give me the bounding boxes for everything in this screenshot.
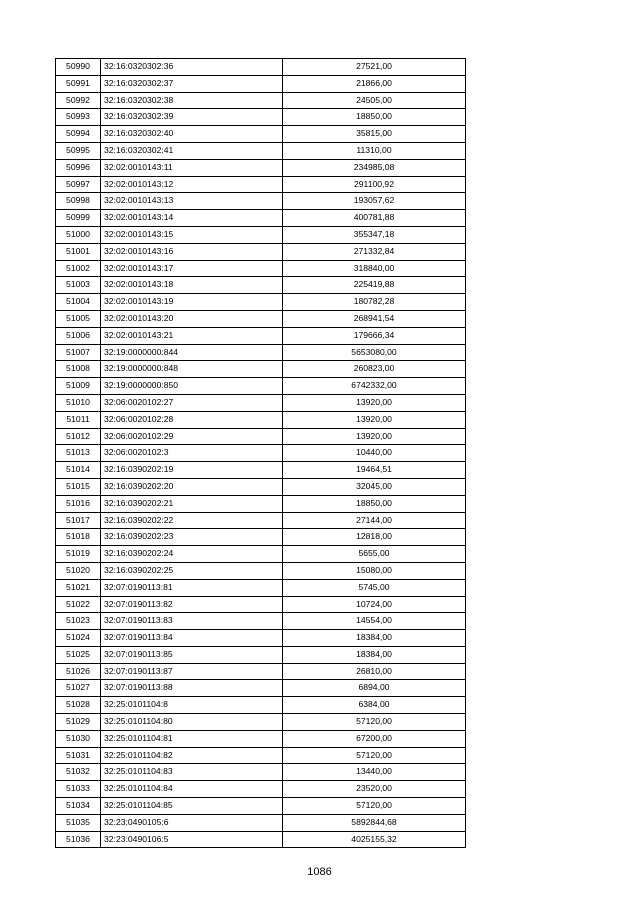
cadastral-number-cell: 32:07:0190113:87	[101, 663, 283, 680]
table-row	[56, 210, 466, 227]
row-number-cell: 51036	[56, 831, 101, 848]
cadastral-number-cell: 32:25:0101104:85	[101, 798, 283, 815]
row-number-cell: 51035	[56, 814, 101, 831]
value-cell: 57120,00	[283, 747, 466, 764]
table-row	[56, 529, 466, 546]
cadastral-number-cell: 32:19:0000000:848	[101, 361, 283, 378]
row-number-cell: 51012	[56, 428, 101, 445]
value-cell: 67200,00	[283, 730, 466, 747]
table-row	[56, 226, 466, 243]
value-cell: 18384,00	[283, 630, 466, 647]
table-row	[56, 714, 466, 731]
cadastral-number-cell: 32:19:0000000:844	[101, 344, 283, 361]
value-cell: 355347,18	[283, 226, 466, 243]
value-cell: 13440,00	[283, 764, 466, 781]
value-cell: 26810,00	[283, 663, 466, 680]
value-cell: 18850,00	[283, 109, 466, 126]
cadastral-number-cell: 32:25:0101104:8	[101, 697, 283, 714]
cadastral-number-cell: 32:23:0490105:6	[101, 814, 283, 831]
table-row	[56, 109, 466, 126]
value-cell: 15080,00	[283, 562, 466, 579]
row-number-cell: 51005	[56, 310, 101, 327]
table-row	[56, 411, 466, 428]
table-row	[56, 680, 466, 697]
value-cell: 400781,88	[283, 210, 466, 227]
table-body	[56, 59, 466, 848]
row-number-cell: 51015	[56, 478, 101, 495]
row-number-cell: 51017	[56, 512, 101, 529]
value-cell: 12818,00	[283, 529, 466, 546]
value-cell: 6742332,00	[283, 378, 466, 395]
row-number-cell: 51022	[56, 596, 101, 613]
cadastral-number-cell: 32:16:0390202:21	[101, 495, 283, 512]
cadastral-number-cell: 32:06:0020102:3	[101, 445, 283, 462]
row-number-cell: 51032	[56, 764, 101, 781]
cadastral-number-cell: 32:16:0390202:23	[101, 529, 283, 546]
value-cell: 6894,00	[283, 680, 466, 697]
cadastral-number-cell: 32:07:0190113:84	[101, 630, 283, 647]
table-row	[56, 663, 466, 680]
row-number-cell: 51033	[56, 781, 101, 798]
value-cell: 5892844,68	[283, 814, 466, 831]
row-number-cell: 50996	[56, 159, 101, 176]
cadastral-number-cell: 32:06:0020102:28	[101, 411, 283, 428]
table-row	[56, 159, 466, 176]
value-cell: 14554,00	[283, 613, 466, 630]
table-row	[56, 310, 466, 327]
cadastral-number-cell: 32:16:0390202:25	[101, 562, 283, 579]
cadastral-number-cell: 32:02:0010143:14	[101, 210, 283, 227]
row-number-cell: 51023	[56, 613, 101, 630]
table-row	[56, 596, 466, 613]
table-row	[56, 126, 466, 143]
cadastral-value-table	[55, 58, 466, 848]
value-cell: 179666,34	[283, 327, 466, 344]
row-number-cell: 51016	[56, 495, 101, 512]
table-row	[56, 579, 466, 596]
table-row	[56, 92, 466, 109]
row-number-cell: 51018	[56, 529, 101, 546]
cadastral-number-cell: 32:02:0010143:17	[101, 260, 283, 277]
row-number-cell: 51002	[56, 260, 101, 277]
table-row	[56, 697, 466, 714]
row-number-cell: 50990	[56, 59, 101, 76]
row-number-cell: 51000	[56, 226, 101, 243]
row-number-cell: 51003	[56, 277, 101, 294]
cadastral-number-cell: 32:25:0101104:81	[101, 730, 283, 747]
cadastral-number-cell: 32:02:0010143:19	[101, 294, 283, 311]
row-number-cell: 51028	[56, 697, 101, 714]
row-number-cell: 51030	[56, 730, 101, 747]
value-cell: 27521,00	[283, 59, 466, 76]
cadastral-number-cell: 32:02:0010143:12	[101, 176, 283, 193]
row-number-cell: 51025	[56, 646, 101, 663]
row-number-cell: 51007	[56, 344, 101, 361]
table-row	[56, 394, 466, 411]
row-number-cell: 51031	[56, 747, 101, 764]
value-cell: 291100,92	[283, 176, 466, 193]
value-cell: 5745,00	[283, 579, 466, 596]
table-row	[56, 798, 466, 815]
row-number-cell: 50991	[56, 75, 101, 92]
table-row	[56, 831, 466, 848]
cadastral-number-cell: 32:07:0190113:81	[101, 579, 283, 596]
row-number-cell: 51013	[56, 445, 101, 462]
table-row	[56, 176, 466, 193]
value-cell: 5653080,00	[283, 344, 466, 361]
row-number-cell: 51004	[56, 294, 101, 311]
value-cell: 268941,54	[283, 310, 466, 327]
row-number-cell: 50994	[56, 126, 101, 143]
value-cell: 6384,00	[283, 697, 466, 714]
cadastral-number-cell: 32:25:0101104:84	[101, 781, 283, 798]
value-cell: 4025155,32	[283, 831, 466, 848]
row-number-cell: 50999	[56, 210, 101, 227]
cadastral-number-cell: 32:25:0101104:83	[101, 764, 283, 781]
value-cell: 18384,00	[283, 646, 466, 663]
value-cell: 13920,00	[283, 428, 466, 445]
value-cell: 13920,00	[283, 394, 466, 411]
value-cell: 32045,00	[283, 478, 466, 495]
row-number-cell: 51026	[56, 663, 101, 680]
cadastral-number-cell: 32:16:0320302:40	[101, 126, 283, 143]
table-row	[56, 495, 466, 512]
table-row	[56, 562, 466, 579]
cadastral-number-cell: 32:07:0190113:88	[101, 680, 283, 697]
cadastral-number-cell: 32:16:0320302:37	[101, 75, 283, 92]
page-number: 1086	[307, 866, 332, 878]
cadastral-number-cell: 32:02:0010143:18	[101, 277, 283, 294]
cadastral-number-cell: 32:25:0101104:80	[101, 714, 283, 731]
value-cell: 10440,00	[283, 445, 466, 462]
cadastral-number-cell: 32:16:0320302:39	[101, 109, 283, 126]
table-row	[56, 361, 466, 378]
table-row	[56, 730, 466, 747]
value-cell: 57120,00	[283, 714, 466, 731]
value-cell: 234985,08	[283, 159, 466, 176]
row-number-cell: 51001	[56, 243, 101, 260]
table-row	[56, 462, 466, 479]
cadastral-number-cell: 32:02:0010143:21	[101, 327, 283, 344]
cadastral-number-cell: 32:02:0010143:16	[101, 243, 283, 260]
row-number-cell: 51006	[56, 327, 101, 344]
cadastral-number-cell: 32:02:0010143:13	[101, 193, 283, 210]
table-row	[56, 344, 466, 361]
value-cell: 180782,28	[283, 294, 466, 311]
table-row	[56, 142, 466, 159]
value-cell: 13920,00	[283, 411, 466, 428]
cadastral-number-cell: 32:16:0390202:24	[101, 546, 283, 563]
row-number-cell: 51024	[56, 630, 101, 647]
row-number-cell: 51008	[56, 361, 101, 378]
value-cell: 193057,62	[283, 193, 466, 210]
table-row	[56, 260, 466, 277]
cadastral-number-cell: 32:07:0190113:82	[101, 596, 283, 613]
cadastral-number-cell: 32:02:0010143:11	[101, 159, 283, 176]
cadastral-number-cell: 32:16:0320302:41	[101, 142, 283, 159]
row-number-cell: 50995	[56, 142, 101, 159]
table-row	[56, 546, 466, 563]
table-row	[56, 512, 466, 529]
value-cell: 18850,00	[283, 495, 466, 512]
table-row	[56, 428, 466, 445]
cadastral-number-cell: 32:16:0390202:22	[101, 512, 283, 529]
table-row	[56, 445, 466, 462]
cadastral-number-cell: 32:16:0320302:36	[101, 59, 283, 76]
table-row	[56, 327, 466, 344]
table-row	[56, 814, 466, 831]
cadastral-number-cell: 32:16:0390202:19	[101, 462, 283, 479]
value-cell: 225419,88	[283, 277, 466, 294]
value-cell: 5655,00	[283, 546, 466, 563]
value-cell: 19464,51	[283, 462, 466, 479]
table-row	[56, 75, 466, 92]
value-cell: 57120,00	[283, 798, 466, 815]
table-row	[56, 781, 466, 798]
row-number-cell: 51011	[56, 411, 101, 428]
row-number-cell: 51021	[56, 579, 101, 596]
cadastral-number-cell: 32:06:0020102:29	[101, 428, 283, 445]
cadastral-number-cell: 32:06:0020102:27	[101, 394, 283, 411]
table-row	[56, 294, 466, 311]
row-number-cell: 51010	[56, 394, 101, 411]
table-row	[56, 59, 466, 76]
row-number-cell: 50997	[56, 176, 101, 193]
value-cell: 318840,00	[283, 260, 466, 277]
table-row	[56, 613, 466, 630]
table-row	[56, 646, 466, 663]
table-row	[56, 193, 466, 210]
row-number-cell: 51019	[56, 546, 101, 563]
row-number-cell: 51029	[56, 714, 101, 731]
cadastral-number-cell: 32:16:0320302:38	[101, 92, 283, 109]
row-number-cell: 51020	[56, 562, 101, 579]
table-row	[56, 243, 466, 260]
table-row	[56, 747, 466, 764]
value-cell: 10724,00	[283, 596, 466, 613]
table-row	[56, 378, 466, 395]
cadastral-number-cell: 32:07:0190113:85	[101, 646, 283, 663]
cadastral-number-cell: 32:16:0390202:20	[101, 478, 283, 495]
row-number-cell: 51034	[56, 798, 101, 815]
row-number-cell: 51027	[56, 680, 101, 697]
row-number-cell: 50998	[56, 193, 101, 210]
table-row	[56, 277, 466, 294]
cadastral-number-cell: 32:02:0010143:20	[101, 310, 283, 327]
table-row	[56, 630, 466, 647]
row-number-cell: 51014	[56, 462, 101, 479]
value-cell: 23520,00	[283, 781, 466, 798]
value-cell: 24505,00	[283, 92, 466, 109]
value-cell: 271332,84	[283, 243, 466, 260]
value-cell: 11310,00	[283, 142, 466, 159]
row-number-cell: 51009	[56, 378, 101, 395]
row-number-cell: 50993	[56, 109, 101, 126]
cadastral-number-cell: 32:07:0190113:83	[101, 613, 283, 630]
table-row	[56, 478, 466, 495]
cadastral-number-cell: 32:25:0101104:82	[101, 747, 283, 764]
value-cell: 27144,00	[283, 512, 466, 529]
value-cell: 21866,00	[283, 75, 466, 92]
value-cell: 260823,00	[283, 361, 466, 378]
cadastral-number-cell: 32:02:0010143:15	[101, 226, 283, 243]
value-cell: 35815,00	[283, 126, 466, 143]
table-row	[56, 764, 466, 781]
cadastral-number-cell: 32:23:0490106:5	[101, 831, 283, 848]
cadastral-number-cell: 32:19:0000000:850	[101, 378, 283, 395]
row-number-cell: 50992	[56, 92, 101, 109]
